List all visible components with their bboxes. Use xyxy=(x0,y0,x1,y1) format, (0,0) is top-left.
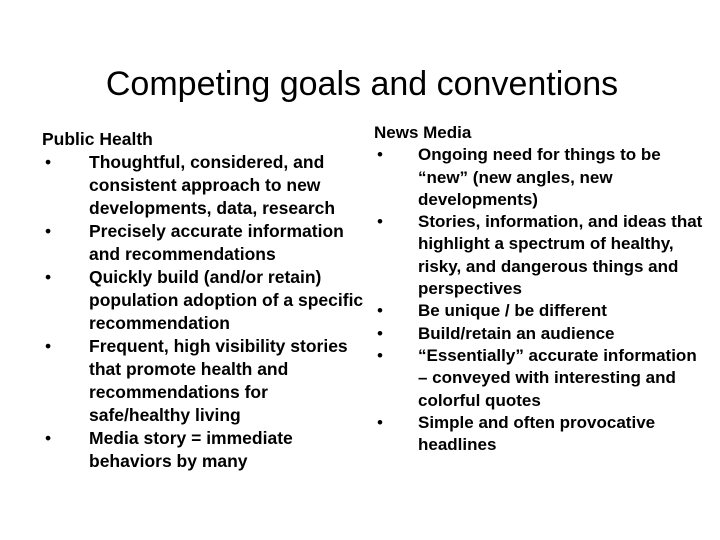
list-item-text: Be unique / be different xyxy=(418,301,607,321)
list-item xyxy=(374,323,704,345)
bullet-icon: • xyxy=(45,336,52,356)
bullet-icon: • xyxy=(377,345,383,365)
bullet-icon: • xyxy=(377,301,383,321)
list-item xyxy=(42,335,367,427)
list-item xyxy=(42,220,367,266)
list-item-text: Build/retain an audience xyxy=(418,323,615,343)
list-item xyxy=(374,211,704,300)
list-item xyxy=(42,151,367,220)
list-item xyxy=(374,412,704,457)
slide-title: Competing goals and conventions xyxy=(105,64,619,103)
bullet-icon: • xyxy=(377,145,383,165)
bullet-icon: • xyxy=(45,267,52,287)
list-item-text: Simple and often provocative headlines xyxy=(418,412,656,455)
list-item-text: Thoughtful, considered, and consistent approach to new developments, data, research xyxy=(89,152,336,218)
bullet-icon: • xyxy=(377,212,383,232)
news-media-list xyxy=(374,144,704,456)
news-media-heading: News Media xyxy=(374,123,472,142)
list-item xyxy=(42,266,367,335)
bullet-icon: • xyxy=(377,412,383,432)
bullet-icon: • xyxy=(45,428,52,448)
public-health-column xyxy=(42,128,367,473)
list-item-text: “Essentially” accurate information – conveyed with interesting and colorful quotes xyxy=(418,345,697,410)
news-media-column xyxy=(374,122,704,456)
list-item-text: Quickly build (and/or retain) population adoption of a specific recommendation xyxy=(89,267,364,333)
public-health-list xyxy=(42,151,367,473)
list-item xyxy=(374,345,704,412)
list-item xyxy=(374,300,704,322)
bullet-icon: • xyxy=(45,152,52,172)
list-item-text: Precisely accurate information and recommendations xyxy=(89,221,344,264)
list-item-text: Stories, information, and ideas that highlight a spectrum of healthy, risky, and dangerous things and perspectives xyxy=(418,212,703,299)
list-item-text: Media story = immediate behaviors by many xyxy=(89,428,293,471)
list-item-text: Ongoing need for things to be “new” (new angles, new developments) xyxy=(418,145,661,209)
public-health-heading: Public Health xyxy=(42,129,153,149)
bullet-icon: • xyxy=(377,323,383,343)
list-item xyxy=(42,427,367,473)
bullet-icon: • xyxy=(45,221,52,241)
list-item-text: Frequent, high visibility stories that promote health and recommendations for safe/healthy living xyxy=(89,336,348,425)
list-item xyxy=(374,144,704,211)
